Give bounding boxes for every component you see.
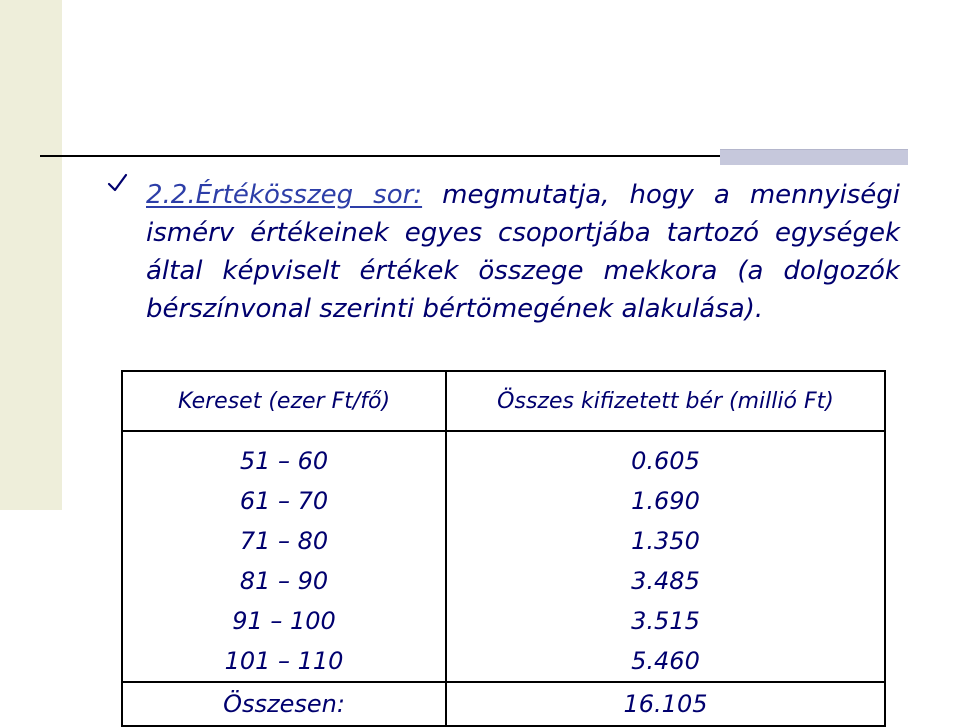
table-row: [122, 521, 885, 561]
accent-bar: [720, 149, 908, 165]
total-label: Összesen:: [122, 682, 446, 726]
earnings-cell: 81 – 90: [122, 561, 446, 601]
table-row: [122, 561, 885, 601]
wage-table: [121, 370, 886, 727]
checkmark-icon: [106, 172, 128, 194]
wages-cell: 5.460: [631, 647, 700, 675]
earnings-cell: 61 – 70: [122, 481, 446, 521]
wages-cell: 3.515: [631, 607, 700, 635]
wages-cell: 0.605: [631, 447, 700, 475]
section-heading: 2.2.Értékösszeg sor:: [146, 180, 423, 210]
table-row: [122, 481, 885, 521]
table-row: [122, 431, 885, 481]
table-header-row: [122, 371, 885, 431]
earnings-cell: 71 – 80: [122, 521, 446, 561]
wages-cell: 1.690: [631, 487, 700, 515]
earnings-cell: 91 – 100: [122, 601, 446, 641]
wages-cell: 3.485: [631, 567, 700, 595]
wages-cell: 1.350: [631, 527, 700, 555]
table-row: [122, 641, 885, 682]
header-earnings: Kereset (ezer Ft/fő): [122, 371, 446, 431]
left-decorative-band: [0, 0, 62, 510]
earnings-cell: 101 – 110: [122, 641, 446, 682]
table-total-row: [122, 682, 885, 726]
paragraph-text: megmutatja, hogy a mennyiségi ismérv értékeinek egyes csoportjába tartozó egységek által képviselt értékek összege mekkora (a dolgozók bérszínvonal szerinti bértömegének alakulása).: [146, 180, 900, 324]
table-row: [122, 601, 885, 641]
header-total-wages: Összes kifizetett bér (millió Ft): [446, 371, 885, 431]
body-paragraph: [146, 176, 900, 328]
earnings-cell: 51 – 60: [122, 431, 446, 481]
total-value: 16.105: [446, 682, 885, 726]
